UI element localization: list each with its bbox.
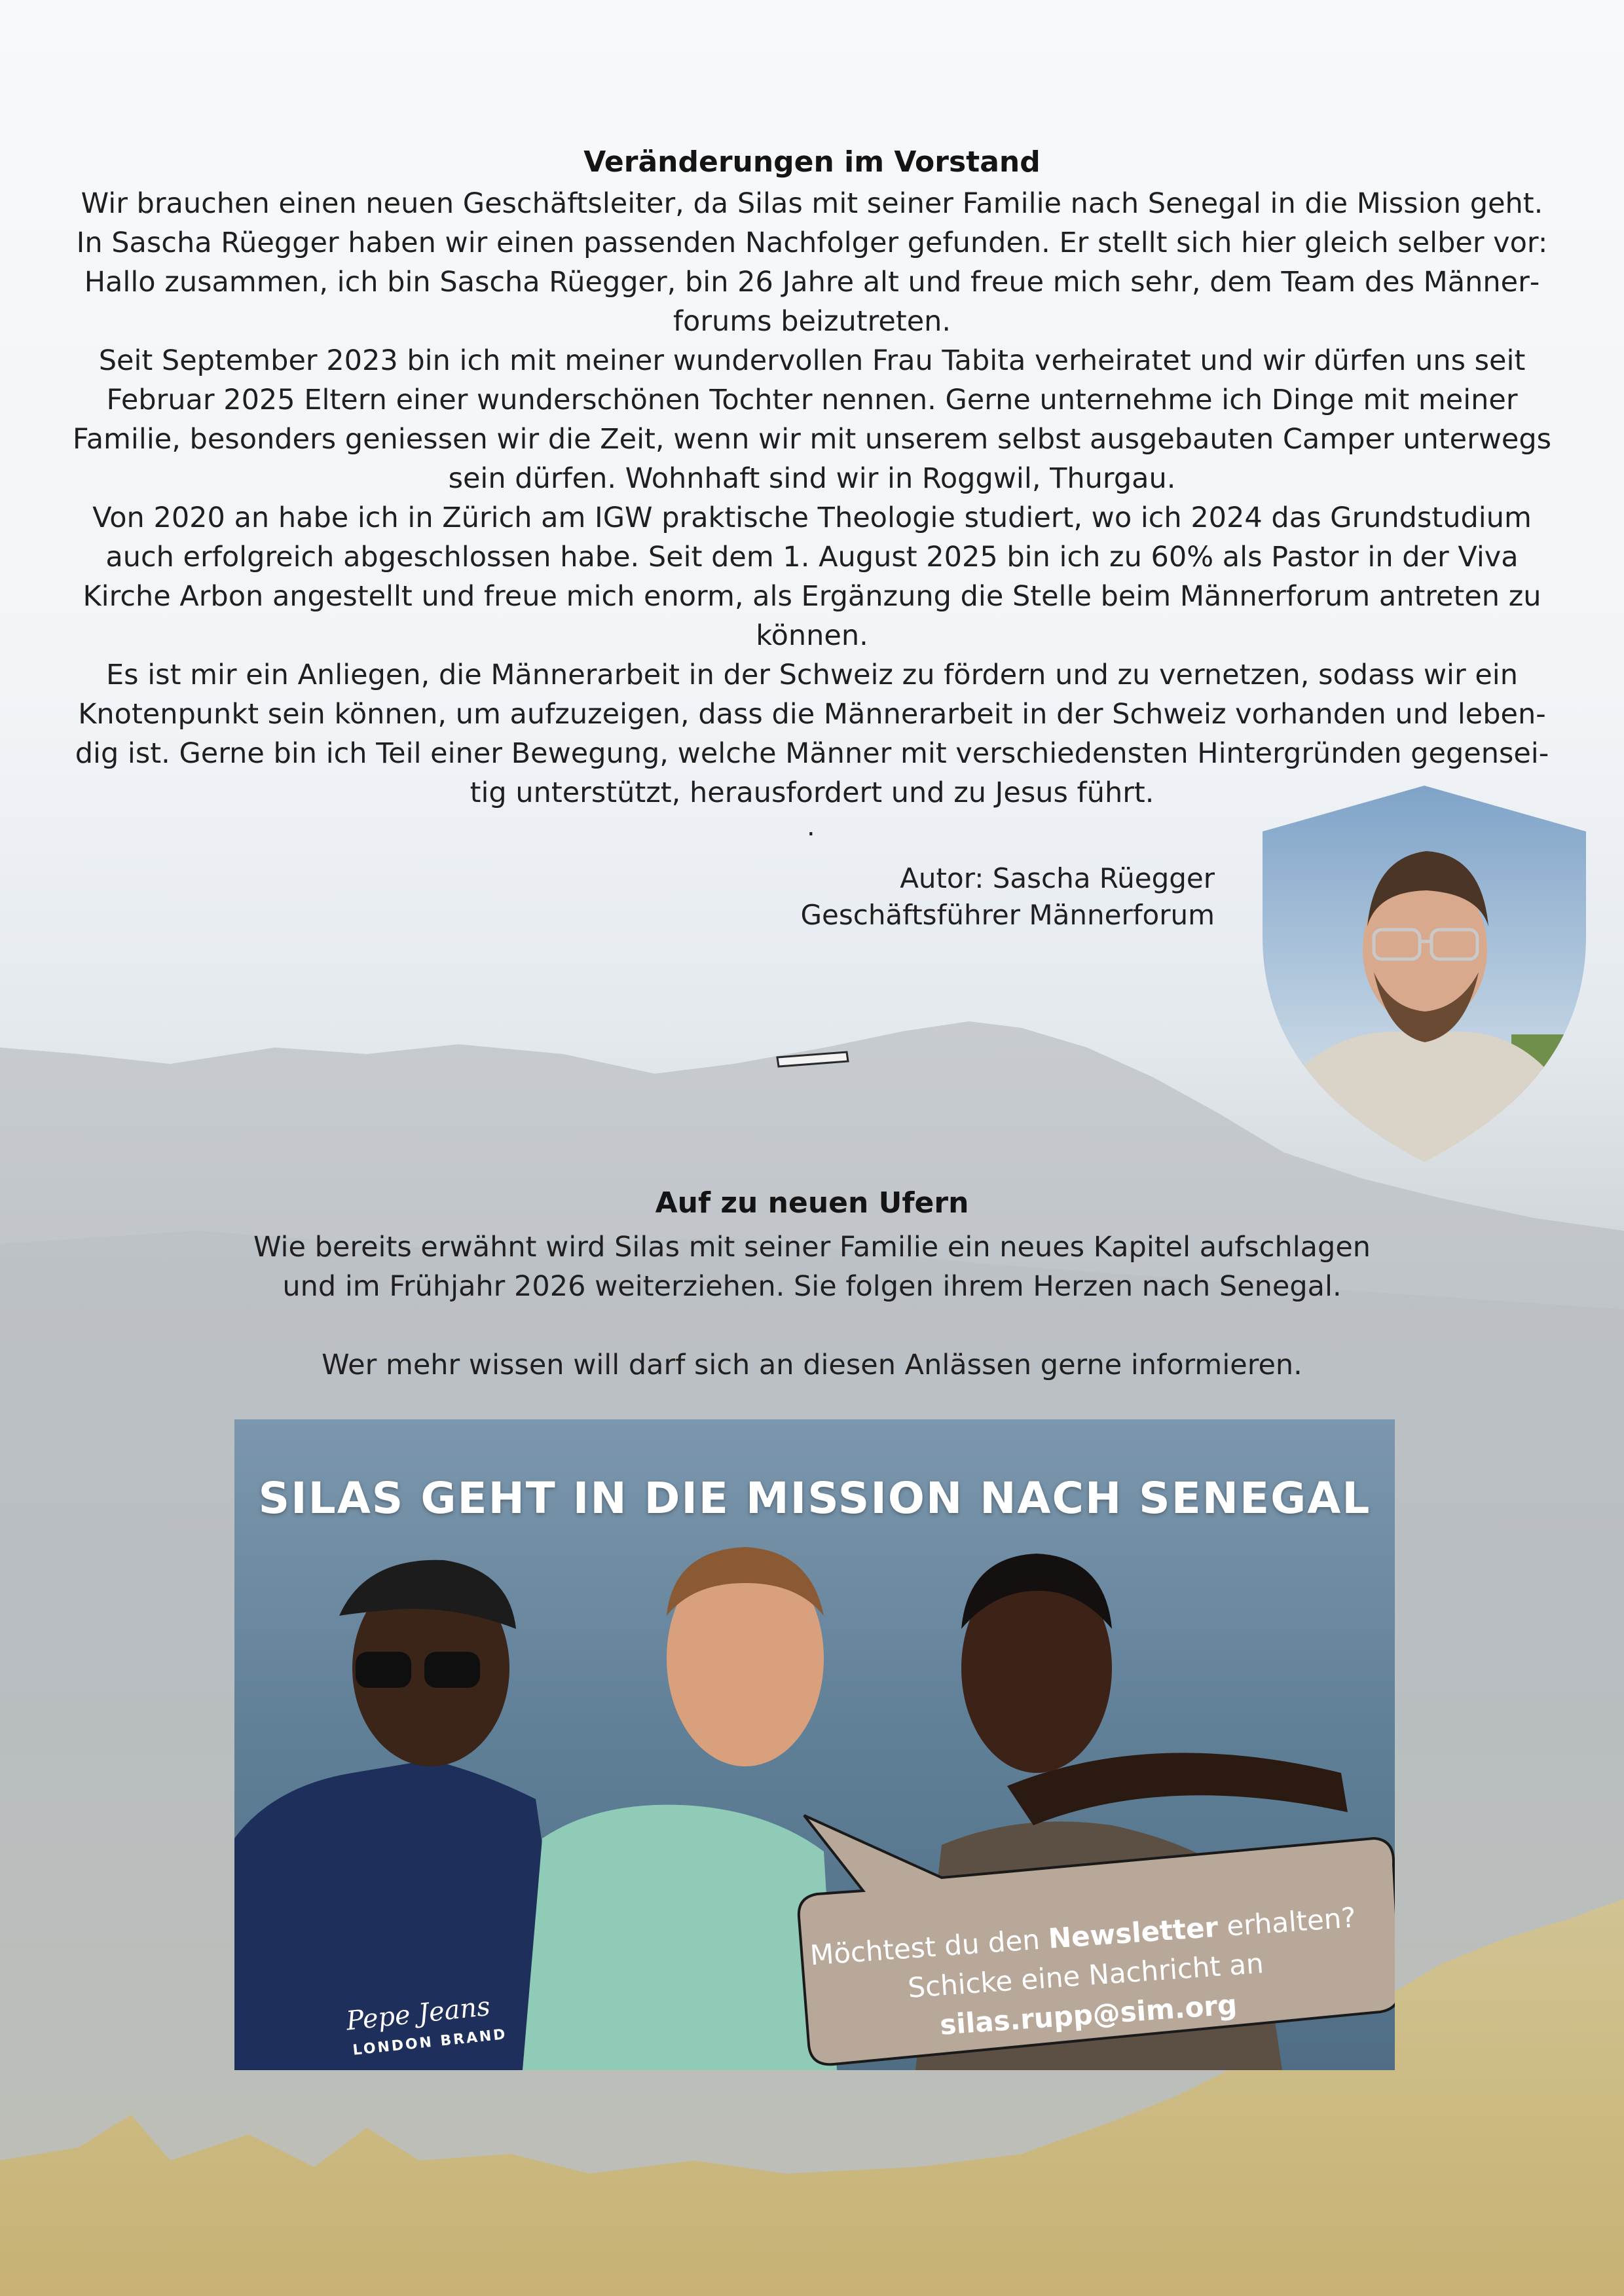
bubble-newsletter-word: Newsletter: [1047, 1910, 1219, 1955]
separator-dot: .: [807, 812, 815, 842]
shirt-brand-text: LONDON BRAND: [352, 2026, 508, 2059]
section-title-board-changes: Veränderungen im Vorstand: [583, 145, 1041, 179]
paragraph-info: Wer mehr wissen will darf sich an diesen Anlässen gerne informieren.: [322, 1349, 1302, 1381]
paragraph-education: Von 2020 an habe ich in Zürich am IGW praktische Theologie studiert, wo ich 2024 das Grundstudium auch erfolgreich abgeschlossen habe. Seit dem 1. August 2025 bin ich zu 60% als Pastor in der Viva Kirche Arbon angestellt und freue mich enorm, als Ergänzung die Stelle beim Männerforum antreten zu können.: [83, 501, 1541, 652]
paragraph-family: Seit September 2023 bin ich mit meiner wundervollen Frau Tabita verheiratet und wir dürfen uns seit Februar 2025 Eltern einer wunderschönen Tochter nennen. Gerne unternehme ich Dinge mit meiner Familie, besonders geniessen wir die Zeit, wenn wir mit unserem selbst ausgebauten Camper unterwegs sein dürfen. Wohnhaft sind wir in Roggwil, Thurgau.: [72, 344, 1552, 495]
author-portrait: [1263, 786, 1586, 1162]
author-name: Autor: Sascha Rüegger: [900, 862, 1215, 894]
new-shores-body: [223, 1228, 1401, 1385]
author-role: Geschäftsführer Männerforum: [800, 899, 1215, 931]
shirt-logo-text: Pepe Jeans: [344, 1991, 492, 2037]
mission-banner: [234, 1419, 1395, 2070]
bubble-email: silas.rupp@sim.org: [938, 1988, 1238, 2041]
divider-bar-icon: [776, 1051, 849, 1069]
paragraph-intro: Wir brauchen einen neuen Geschäftsleiter, da Silas mit seiner Familie nach Senegal in die Mission geht. In Sascha Rüegger haben wir einen passenden Nachfolger gefunden. Er stellt sich hier gleich selber vor: Hallo zusammen, ich bin Sascha Rüegger, bin 26 Jahre alt und freue mich sehr, dem Team des Männerforums beizutreten.: [76, 187, 1548, 338]
author-signature: [753, 860, 1215, 934]
bubble-line-1-pre: Möchtest du den: [809, 1922, 1050, 1972]
bubble-line-1-post: erhalten?: [1217, 1901, 1357, 1943]
bubble-line-2: Schicke eine Nachricht an: [906, 1947, 1265, 2004]
paragraph-new-shores: Wie bereits erwähnt wird Silas mit seiner Familie ein neues Kapitel aufschlagen und im Frühjahr 2026 weiterziehen. Sie folgen ihrem Herzen nach Senegal.: [253, 1231, 1371, 1303]
banner-headline: SILAS GEHT IN DIE MISSION NACH SENEGAL: [258, 1473, 1371, 1523]
spacer: [223, 1306, 1401, 1345]
board-changes-body: [65, 184, 1559, 812]
paragraph-mission: Es ist mir ein Anliegen, die Männerarbeit in der Schweiz zu fördern und zu vernetzen, sodass wir ein Knotenpunkt sein können, um aufzuzeigen, dass die Männerarbeit in der Schweiz vorhanden und lebendig ist. Gerne bin ich Teil einer Bewegung, welche Männer mit verschiedensten Hintergründen gegenseitig unterstützt, herausfordert und zu Jesus führt.: [75, 659, 1549, 809]
section-title-new-shores: Auf zu neuen Ufern: [655, 1186, 969, 1220]
